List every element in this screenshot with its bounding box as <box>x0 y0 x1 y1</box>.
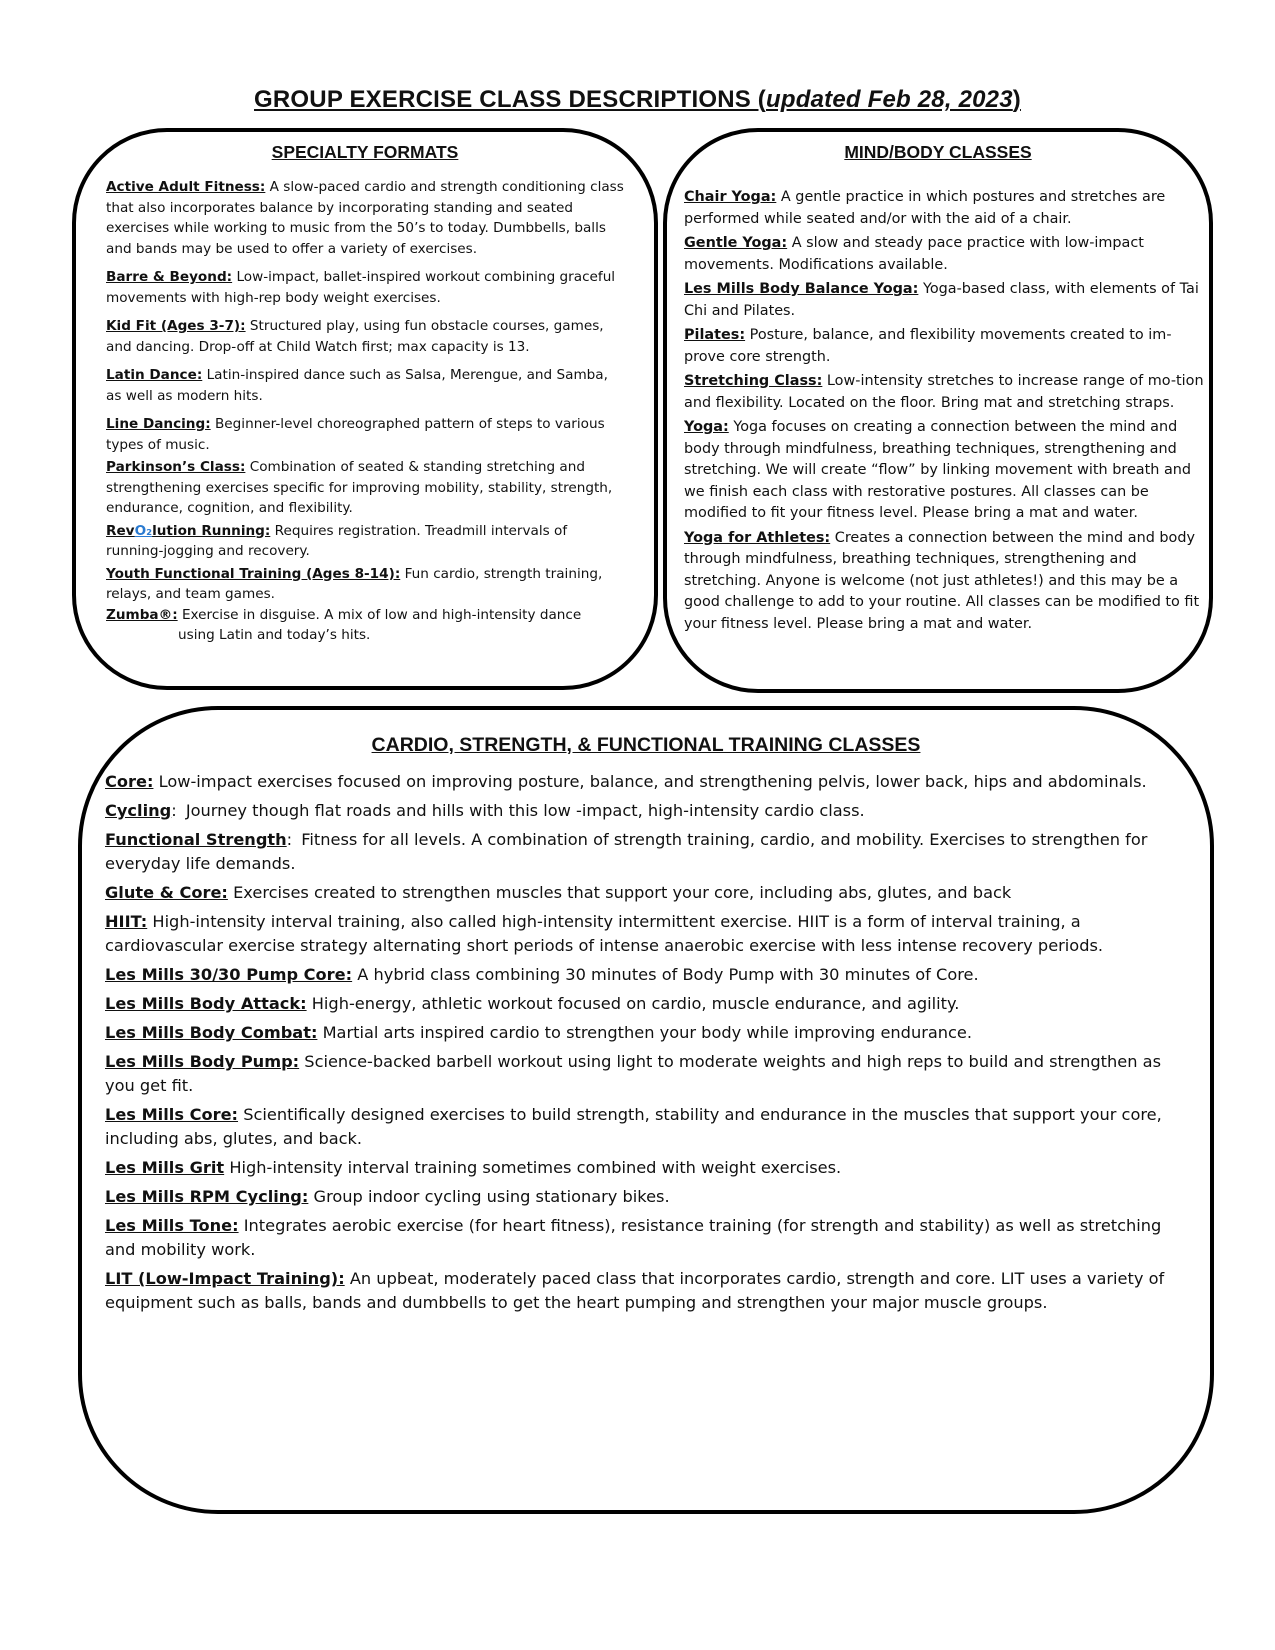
title-updated: updated Feb 28, 2023 <box>766 86 1013 113</box>
class-entry-30-30-pump-core <box>105 963 1190 987</box>
class-name: Pilates: <box>684 327 746 343</box>
o2-symbol: O₂ <box>134 522 153 539</box>
mind-body-list <box>684 187 1204 638</box>
class-name-colon: : <box>171 801 177 820</box>
class-name: Glute & Core: <box>105 883 228 902</box>
class-name: HIIT: <box>105 912 148 931</box>
class-entry-tone <box>105 1214 1190 1262</box>
class-entry-body-balance-yoga <box>684 279 1204 322</box>
class-name <box>106 523 270 539</box>
class-entry-line-dancing <box>106 414 626 455</box>
class-entry-body-combat <box>105 1021 1190 1045</box>
class-name: Core: <box>105 772 154 791</box>
class-description: Yoga focuses on creating a connection between the mind and body through mindfulness, breathing techniques, strengthening and stretching. We will create “flow” by linking movement with breath and we finish each class with restorative postures. All classes can be modified to fit your fitness level. Please bring a mat and water. <box>684 419 1192 521</box>
class-entry-yoga-for-athletes <box>684 528 1204 636</box>
class-name: Les Mills 30/30 Pump Core: <box>105 965 353 984</box>
cardio-strength-heading: CARDIO, STRENGTH, & FUNCTIONAL TRAINING CLASSES <box>371 734 921 756</box>
class-description: Martial arts inspired cardio to strengthen your body while improving endurance. <box>322 1023 973 1042</box>
class-entry-parkinsons <box>106 457 626 519</box>
class-name: Gentle Yoga: <box>684 235 788 251</box>
specialty-formats-panel <box>72 128 658 690</box>
class-name: Les Mills Core: <box>105 1105 239 1124</box>
class-entry-pilates <box>684 325 1204 368</box>
class-entry-grit <box>105 1156 1190 1180</box>
class-name: Parkinson’s Class: <box>106 459 246 475</box>
class-name: Latin Dance: <box>106 367 203 383</box>
class-entry-zumba <box>106 605 626 626</box>
class-description: Yoga-based class, with elements of Tai Chi and Pilates. <box>684 281 1199 319</box>
class-entry-stretching-class <box>684 371 1204 414</box>
class-name: Functional Strength <box>105 830 287 849</box>
class-entry-cycling <box>105 799 1190 823</box>
class-description: Latin-inspired dance such as Salsa, Merengue, and Samba, as well as modern hits. <box>106 367 608 404</box>
class-description: Journey though flat roads and hills with this low -impact, high-intensity cardio class. <box>185 801 865 820</box>
class-name: Youth Functional Training (Ages 8-14): <box>106 565 401 582</box>
class-description: A slow and steady pace practice with low-impact movements. Modifications available. <box>684 235 1144 273</box>
class-name: Yoga for Athletes: <box>684 529 831 546</box>
class-entry-hiit <box>105 910 1190 958</box>
class-description: A slow-paced cardio and strength conditioning class that also incorporates balance by incorporating standing and seated exercises while working to music from the 50’s to today. Dumbbells, balls and bands may be used to offer a variety of exercises. <box>106 179 624 257</box>
class-name: Les Mills Body Balance Yoga: <box>684 281 919 297</box>
class-entry-functional-strength <box>105 828 1190 876</box>
class-entry-kid-fit <box>106 316 626 357</box>
class-entry-latin-dance <box>106 365 626 406</box>
class-name: Line Dancing: <box>106 416 211 432</box>
class-entry-active-adult-fitness <box>106 177 626 259</box>
class-description-continued: using Latin and today’s hits. <box>178 627 371 643</box>
class-description: Science-backed barbell workout using light to moderate weights and high reps to build and strengthen as you get fit. <box>105 1052 1162 1095</box>
class-description: Beginner-level choreographed pattern of steps to various types of music. <box>106 416 605 453</box>
class-entry-glute-core <box>105 881 1190 905</box>
class-description: Combination of seated & standing stretching and strengthening exercises specific for improving mobility, stability, strength, endurance, cognition, and flexibility. <box>106 459 613 516</box>
class-name-part-lution: lution Running: <box>152 522 271 539</box>
title-main: GROUP EXERCISE CLASS DESCRIPTIONS ( <box>254 86 766 113</box>
class-description: Scientifically designed exercises to build strength, stability and endurance in the muscles that support your core, including abs, glutes, and back. <box>105 1105 1162 1148</box>
cardio-strength-list <box>105 770 1190 1320</box>
class-entry-les-mills-core <box>105 1103 1190 1151</box>
class-entry-chair-yoga <box>684 187 1204 230</box>
class-entry-body-attack <box>105 992 1190 1016</box>
class-name: Chair Yoga: <box>684 189 777 205</box>
specialty-formats-list <box>106 177 626 654</box>
class-description: Exercises created to strengthen muscles that support your core, including abs, glutes, and back <box>233 883 1012 902</box>
class-name: Les Mills Tone: <box>105 1216 239 1235</box>
class-entry-revolution-running <box>106 521 626 562</box>
class-name: Les Mills Body Combat: <box>105 1023 318 1042</box>
class-description: Posture, balance, and flexibility movements created to im-prove core strength. <box>684 327 1172 365</box>
class-description: Exercise in disguise. A mix of low and high-intensity dance <box>181 606 582 623</box>
class-name: Zumba®: <box>106 606 178 623</box>
class-name: Barre & Beyond: <box>106 269 233 285</box>
class-description: High-intensity interval training, also called high-intensity intermittent exercise. HIIT is a form of interval training, a cardiovascular exercise strategy alternating short periods of intense anaerobic exercise with less intense recovery periods. <box>105 912 1104 955</box>
cardio-strength-panel <box>78 706 1214 1514</box>
class-description: Requires registration. Treadmill intervals of running-jogging and recovery. <box>106 522 568 559</box>
class-entry-body-pump <box>105 1050 1190 1098</box>
class-name-colon: : <box>286 830 293 849</box>
class-description: A hybrid class combining 30 minutes of Body Pump with 30 minutes of Core. <box>357 965 979 984</box>
class-description: Group indoor cycling using stationary bikes. <box>313 1187 670 1206</box>
class-name: Kid Fit (Ages 3-7): <box>106 318 246 334</box>
class-name: Les Mills Body Attack: <box>105 994 307 1013</box>
class-description: High-energy, athletic workout focused on cardio, muscle endurance, and agility. <box>311 994 960 1013</box>
class-name: Active Adult Fitness: <box>106 179 266 195</box>
title-close: ) <box>1012 86 1021 113</box>
class-name: Les Mills Grit <box>105 1158 225 1177</box>
page-title <box>0 86 1275 114</box>
class-description: Low-intensity stretches to increase range of mo-tion and flexibility. Located on the floor. Bring mat and stretching straps. <box>684 373 1204 411</box>
class-description: Fitness for all levels. A combination of strength training, cardio, and mobility. Exercises to strengthen for everyday life demands. <box>105 830 1148 873</box>
class-entry-zumba-continued <box>106 625 626 646</box>
class-description: Low-impact exercises focused on improving posture, balance, and strengthening pelvis, lower back, hips and abdominals. <box>158 772 1147 791</box>
class-name: LIT (Low-Impact Training): <box>105 1269 345 1288</box>
class-description: A gentle practice in which postures and stretches are performed while seated and/or with the aid of a chair. <box>684 189 1166 227</box>
class-entry-rpm-cycling <box>105 1185 1190 1209</box>
class-entry-core <box>105 770 1190 794</box>
class-description: High-intensity interval training sometimes combined with weight exercises. <box>229 1158 842 1177</box>
class-description: Low-impact, ballet-inspired workout combining graceful movements with high-rep body weight exercises. <box>106 269 616 306</box>
class-description: Integrates aerobic exercise (for heart fitness), resistance training (for strength and stability) as well as stretching and mobility work. <box>105 1216 1162 1259</box>
class-description: Structured play, using fun obstacle courses, games, and dancing. Drop-off at Child Watch first; max capacity is 13. <box>106 318 604 355</box>
class-name: Cycling <box>105 801 172 820</box>
class-name: Yoga: <box>684 419 729 435</box>
class-entry-lit <box>105 1267 1190 1315</box>
class-description: Creates a connection between the mind and body through mindfulness, breathing techniques, strengthening and stretching. Anyone is welcome (not just athletes!) and this may be a good challenge to add to your routine. All classes can be modified to fit your fitness level. Please bring a mat and water. <box>684 529 1200 632</box>
class-entry-gentle-yoga <box>684 233 1204 276</box>
class-name-part-rev: Rev <box>106 522 135 539</box>
class-description: Fun cardio, strength training, relays, and team games. <box>106 565 603 602</box>
mind-body-heading: MIND/BODY CLASSES <box>844 142 1032 162</box>
class-name: Stretching Class: <box>684 373 823 389</box>
specialty-formats-heading: SPECIALTY FORMATS <box>271 142 459 162</box>
class-entry-youth-functional-training <box>106 564 626 605</box>
class-name: Les Mills Body Pump: <box>105 1052 300 1071</box>
mind-body-panel <box>663 128 1213 693</box>
class-entry-yoga <box>684 417 1204 525</box>
class-description: An upbeat, moderately paced class that incorporates cardio, strength and core. LIT uses a variety of equipment such as balls, bands and dumbbells to get the heart pumping and strengthen your major muscle groups. <box>105 1269 1165 1312</box>
class-name: Les Mills RPM Cycling: <box>105 1187 309 1206</box>
class-entry-barre-beyond <box>106 267 626 308</box>
